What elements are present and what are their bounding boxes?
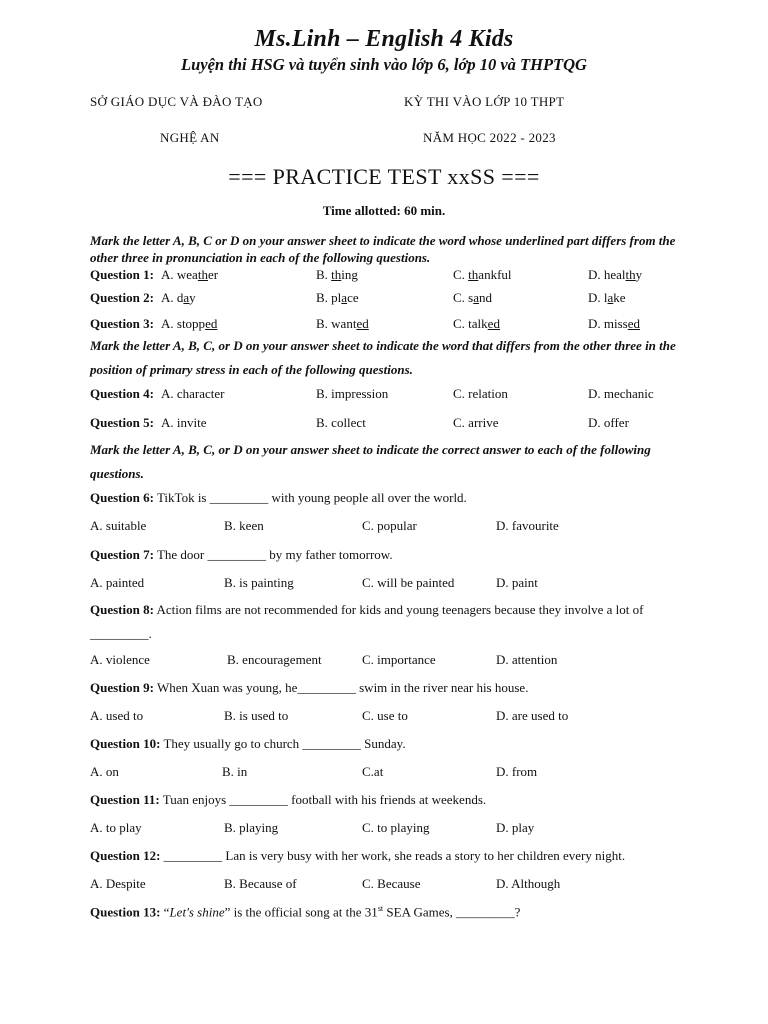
- question-12: Question 12: _________ Lan is very busy with her work, she reads a story to her children every night.: [90, 848, 626, 863]
- option-c: C. use to: [362, 708, 408, 723]
- option-b: B. keen: [224, 518, 264, 533]
- option-a: A. used to: [90, 708, 144, 723]
- option-d: D. favourite: [496, 518, 559, 533]
- practice-test-title: === PRACTICE TEST xxSS ===: [228, 164, 540, 189]
- option-b: B. place: [316, 290, 359, 305]
- exam-name: KỲ THI VÀO LỚP 10 THPT: [404, 94, 565, 109]
- question-label: Question 1:: [90, 267, 154, 282]
- option-d: D. lake: [588, 290, 626, 305]
- time-allotted: Time allotted: 60 min.: [322, 203, 446, 218]
- option-b: B. Because of: [224, 876, 297, 891]
- document-subtitle: Luyện thi HSG và tuyển sinh vào lớp 6, lớp 10 và THPTQG: [181, 55, 587, 74]
- option-d: D. Although: [496, 876, 561, 891]
- option-c: C. thankful: [453, 267, 512, 282]
- option-a: A. stopped: [161, 316, 218, 331]
- option-a: A. invite: [161, 415, 207, 430]
- option-c: C.at: [362, 764, 384, 779]
- question-row-4: [0, 386, 768, 404]
- question-7: Question 7: The door _________ by my father tomorrow.: [90, 547, 393, 562]
- option-a: A. on: [90, 764, 119, 779]
- options-row-9: [0, 708, 768, 726]
- options-row-12: [0, 876, 768, 894]
- question-label: Question 4:: [90, 386, 154, 401]
- option-d: D. healthy: [588, 267, 643, 282]
- options-row-7: [0, 575, 768, 593]
- option-c: C. popular: [362, 518, 417, 533]
- option-a: A. painted: [90, 575, 145, 590]
- option-b: B. is painting: [224, 575, 294, 590]
- question-10: Question 10: They usually go to church _________ Sunday.: [90, 736, 406, 751]
- option-c: C. to playing: [362, 820, 430, 835]
- question-row-5: [0, 415, 768, 433]
- section-instruction-stress: Mark the letter A, B, C, or D on your answer sheet to indicate the word that differs from the other three in the position of primary stress in each of the following questions.: [90, 338, 676, 377]
- options-row-6: [0, 518, 768, 536]
- option-c: C. talked: [453, 316, 500, 331]
- option-c: C. sand: [453, 290, 493, 305]
- option-c: C. importance: [362, 652, 436, 667]
- option-b: B. impression: [316, 386, 389, 401]
- option-b: B. playing: [224, 820, 279, 835]
- option-b: B. encouragement: [227, 652, 322, 667]
- question-label: Question 2:: [90, 290, 154, 305]
- option-a: A. suitable: [90, 518, 147, 533]
- option-d: D. paint: [496, 575, 538, 590]
- question-6: Question 6: TikTok is _________ with young people all over the world.: [90, 490, 467, 505]
- question-label: Question 5:: [90, 415, 154, 430]
- option-b: B. in: [222, 764, 248, 779]
- option-b: B. thing: [316, 267, 358, 282]
- option-d: D. missed: [588, 316, 641, 331]
- question-9: Question 9: When Xuan was young, he_________ swim in the river near his house.: [90, 680, 529, 695]
- option-a: A. day: [161, 290, 196, 305]
- option-a: A. violence: [90, 652, 150, 667]
- option-a: A. weather: [161, 267, 219, 282]
- option-d: D. are used to: [496, 708, 569, 723]
- options-row-11: [0, 820, 768, 838]
- question-8: Question 8: Action films are not recommended for kids and young teenagers because they involve a lot of _________.: [90, 602, 644, 641]
- option-a: A. to play: [90, 820, 142, 835]
- options-row-10: [0, 764, 768, 782]
- question-label: Question 3:: [90, 316, 154, 331]
- option-d: D. offer: [588, 415, 629, 430]
- option-c: C. relation: [453, 386, 508, 401]
- option-b: B. wanted: [316, 316, 369, 331]
- option-d: D. attention: [496, 652, 558, 667]
- option-c: C. Because: [362, 876, 421, 891]
- option-a: A. character: [161, 386, 225, 401]
- question-11: Question 11: Tuan enjoys _________ football with his friends at weekends.: [90, 792, 487, 807]
- options-row-8: [0, 652, 768, 670]
- question-row-1: [0, 267, 768, 285]
- department-name: SỞ GIÁO DỤC VÀ ĐÀO TẠO: [90, 94, 263, 109]
- option-d: D. mechanic: [588, 386, 654, 401]
- question-13: Question 13: “Let's shine” is the official song at the 31st SEA Games, _________?: [90, 904, 521, 920]
- option-a: A. Despite: [90, 876, 146, 891]
- section-instruction-pronunciation: Mark the letter A, B, C or D on your answer sheet to indicate the word whose underlined part differs from the other three in pronunciation in each of the following questions.: [90, 233, 676, 265]
- option-c: C. will be painted: [362, 575, 455, 590]
- question-row-2: [0, 290, 768, 308]
- option-b: B. collect: [316, 415, 366, 430]
- school-year: NĂM HỌC 2022 - 2023: [423, 130, 556, 145]
- option-d: D. from: [496, 764, 538, 779]
- option-d: D. play: [496, 820, 535, 835]
- option-b: B. is used to: [224, 708, 289, 723]
- option-c: C. arrive: [453, 415, 499, 430]
- question-row-3: [0, 316, 768, 334]
- province-name: NGHỆ AN: [160, 130, 220, 145]
- document-title: Ms.Linh – English 4 Kids: [254, 26, 514, 52]
- section-instruction-correct-answer: Mark the letter A, B, C, or D on your answer sheet to indicate the correct answer to each of the following questions.: [90, 442, 651, 481]
